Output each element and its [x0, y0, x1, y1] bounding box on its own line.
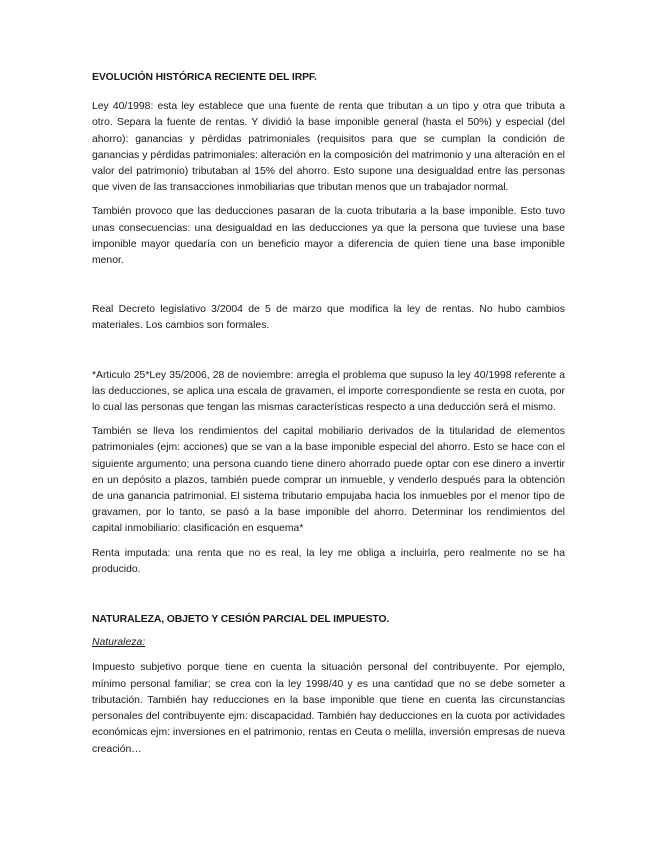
section-heading-irpf-history: EVOLUCIÓN HISTÓRICA RECIENTE DEL IRPF. — [92, 72, 317, 83]
document-body — [92, 70, 565, 758]
paragraph-capital-mobiliario: También se lleva los rendimientos del capital mobiliario derivados de la titularidad de elementos patrimoniales (ejm: acciones) que se van a la base imponible especial del ahorro. Esto se hace con el siguiente argumento; una persona cuando tiene dinero ahorrado puede optar con ese dinero a invertir en un depósito a plazos, también puede comprar un inmueble, y venderlo después para la obtención de una ganancia patrimonial. El sistema tributario empujaba hacia los inmuebles por el menor tipo de gravamen, por lo tanto, se pasó a la base imponible del ahorro. Determinar los rendimientos del capital inmobiliario: clasificación en esquema* — [92, 426, 565, 535]
subheading-naturaleza: Naturaleza: — [92, 637, 146, 649]
paragraph-renta-imputada: Renta imputada: una renta que no es real, la ley me obliga a incluirla, pero realmente no se ha producido. — [92, 547, 565, 575]
section-heading-naturaleza-objeto: NATURALEZA, OBJETO Y CESIÓN PARCIAL DEL IMPUESTO. — [92, 614, 390, 626]
paragraph-deducciones: También provoco que las deducciones pasaran de la cuota tributaria a la base imponible. Esto tuvo unas consecuencias: una desigualdad en las deducciones ya que la persona que tuviese una base imponible mayor quedaría con un beneficio mayor a diferencia de quien tiene una base imponible menor. — [92, 206, 565, 267]
paragraph-impuesto-subjetivo: Impuesto subjetivo porque tiene en cuenta la situación personal del contribuyente. Por ejemplo, mínimo personal familiar; se crea con la ley 1998/40 y es una cantidad que no se debe someter a tributación. También hay reducciones en la base imponible que tiene en cuenta las circunstancias personales del contribuyente ejm: discapacidad. También hay deducciones en la cuota por actividades económicas ejm: inversiones en el patrimonio, rentas en Ceuta o melilla, inversión empresas de nueva creación… — [92, 662, 565, 755]
paragraph-articulo-25: *Articulo 25*Ley 35/2006, 28 de noviembre: arregla el problema que supuso la ley 40/1998 referente a las deducciones, se aplica una escala de gravamen, el importe correspondiente se resta en cuota, por lo cual las personas que tengan las mismas características respecto a una deducción será el mismo. — [92, 369, 565, 414]
paragraph-ley-40-1998: Ley 40/1998: esta ley establece que una fuente de renta que tributan a un tipo y otra que tributa a otro. Separa la fuente de rentas. Y dividió la base imponible general (hasta el 50%) y especial (del ahorro): ganancias y pérdidas patrimoniales (requisitos para que se cumplan la condición de ganancias y pérdidas patrimoniales: alteración en la composición del matrimonio y una alteración en el valor del patrimonio) tributaban al 15% del ahorro. Esto supone una desigualdad entre las personas que viven de las transacciones inmobiliarias que tributan menos que un trabajador normal. — [92, 101, 565, 194]
paragraph-real-decreto: Real Decreto legislativo 3/2004 de 5 de marzo que modifica la ley de rentas. No hubo cambios materiales. Los cambios son formales. — [92, 304, 565, 332]
